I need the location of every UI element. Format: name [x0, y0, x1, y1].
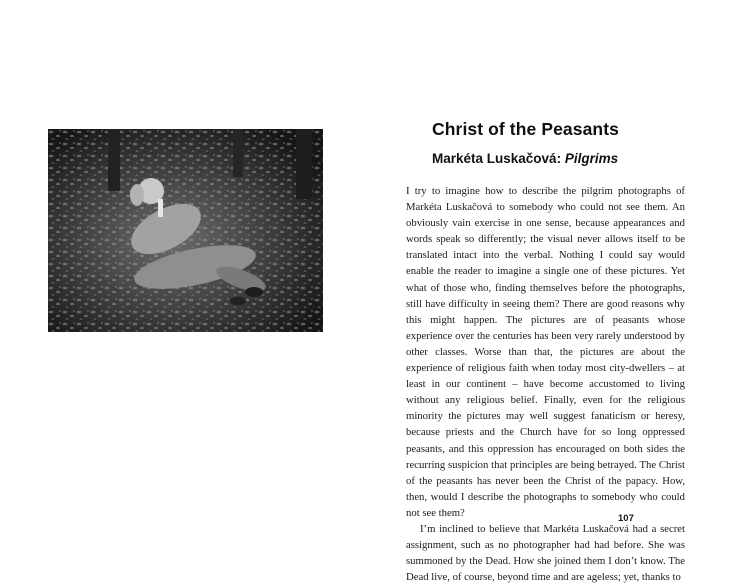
pilgrim-photograph — [48, 129, 323, 332]
subtitle-work-title: Pilgrims — [564, 151, 619, 166]
subtitle-author: Markéta Luskačová: — [432, 151, 565, 166]
body-paragraph: I try to imagine how to describe the pilgrim photographs of Markéta Luskačová to somebody who could not see them. An obviously vain exercise in one sense, because appearances and words speak so differently; the visual never allows itself to be translated intact into the verbal. Nothing I could say would enable the reader to imagine a single one of these pictures. Yet what of those who, finding themselves before the photographs, still have difficulty in seeing them? There are good reasons why this might happen. The pictures are of peasants whose experience over the centuries has been very rarely understood by other classes. Worse than that, the pictures are about the experience of religious faith when today most city-dwellers – at least in our continent – have become accustomed to living without any religious belief. Finally, even for the religious minority the pictures may well suggest fanaticism or heresy, because priests and the Church have for so long oppressed peasants, and this oppression has encouraged on both sides the recurring suspicion that principles are being betrayed. The Christ of the peasants has never been the Christ of the papacy. How, then, would I describe the photographs to somebody who could not see them? — [406, 185, 685, 519]
body-paragraph: I’m inclined to believe that Markéta Luskačová had a secret assignment, such as no photographer had had before. She was summoned by the Dead. How she joined them I don’t know. The Dead live, of course, beyond time and are ageless; yet, thanks to — [406, 522, 685, 584]
chapter-subtitle — [432, 151, 618, 166]
page-number: 107 — [618, 513, 634, 524]
chapter-title: Christ of the Peasants — [432, 119, 619, 139]
body-text — [406, 183, 685, 585]
photograph-image — [48, 129, 323, 332]
